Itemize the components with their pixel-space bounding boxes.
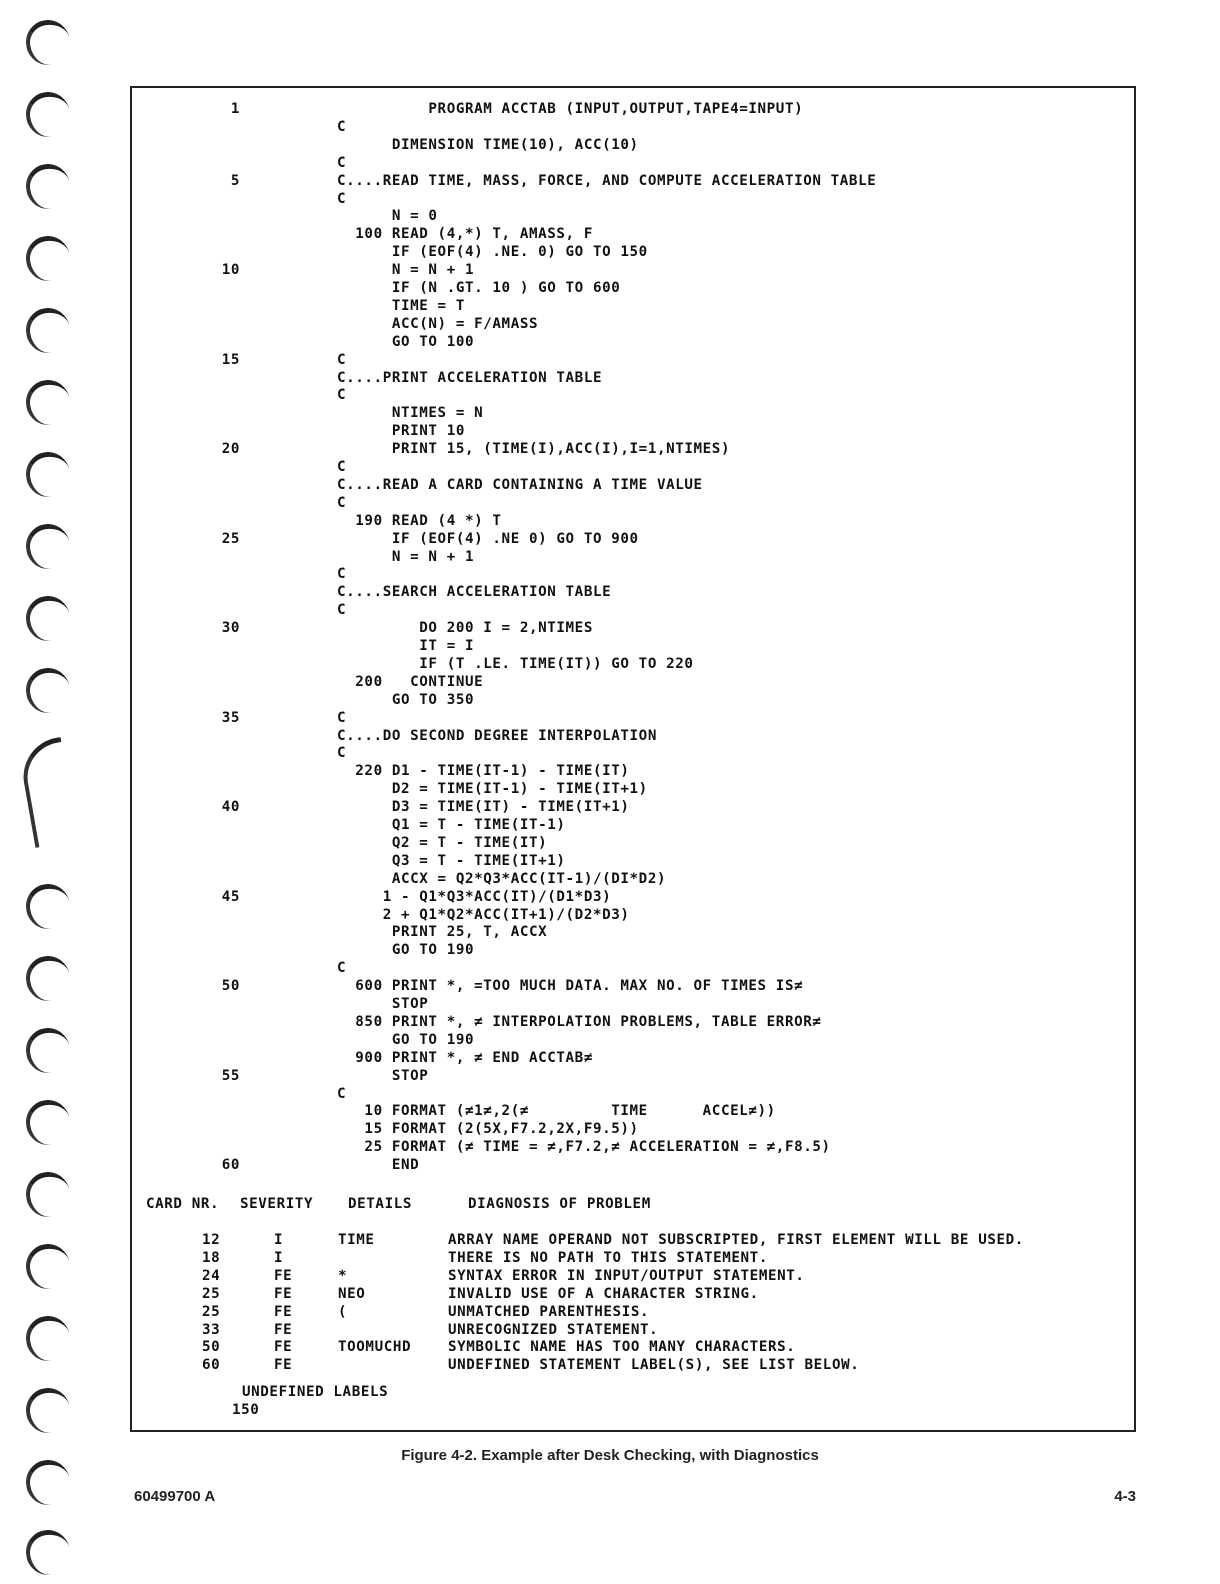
listing-line — [132, 852, 1134, 870]
listing-line — [132, 977, 1134, 995]
diag-severity: FE — [274, 1339, 293, 1356]
listing-line — [132, 709, 1134, 727]
code-text: 10 FORMAT (≠1≠,2(≠ TIME ACCEL≠)) — [337, 1103, 776, 1120]
code-text: D2 = TIME(IT-1) - TIME(IT+1) — [337, 781, 648, 798]
diag-details: TOOMUCHD — [338, 1339, 412, 1356]
listing-line — [132, 386, 1134, 404]
listing-line — [132, 923, 1134, 941]
binder-hole-icon — [22, 1385, 73, 1437]
code-text: N = N + 1 — [337, 262, 475, 279]
listing-line — [132, 225, 1134, 243]
diag-description: UNMATCHED PARENTHESIS. — [448, 1303, 650, 1320]
listing-line — [132, 261, 1134, 279]
diag-severity: FE — [274, 1285, 293, 1302]
diag-card-nr: 12 — [202, 1232, 221, 1248]
code-text: C — [337, 960, 347, 977]
code-text: 100 READ (4,*) T, AMASS, F — [337, 226, 593, 243]
listing-line — [132, 1120, 1134, 1138]
diag-card-nr: 33 — [202, 1321, 221, 1338]
diag-severity: FE — [274, 1303, 293, 1320]
code-text: IF (N .GT. 10 ) GO TO 600 — [337, 280, 621, 296]
diag-description: ARRAY NAME OPERAND NOT SUBSCRIPTED, FIRST ELEMENT WILL BE USED. — [448, 1232, 1024, 1248]
binder-hole-icon — [22, 377, 73, 429]
binder-hole-icon — [22, 161, 73, 213]
line-number: 15 — [221, 351, 240, 368]
listing-line — [132, 565, 1134, 583]
listing-line — [132, 351, 1134, 369]
code-text: IF (EOF(4) .NE 0) GO TO 900 — [337, 530, 639, 547]
listing-line — [132, 1013, 1134, 1031]
code-text: 190 READ (4 *) T — [337, 512, 502, 529]
diag-details: TIME — [338, 1232, 375, 1248]
listing-line — [132, 744, 1134, 762]
listing-line — [132, 440, 1134, 458]
code-text: STOP — [337, 1067, 429, 1084]
binder-hole-icon — [17, 737, 79, 848]
code-text: ACCX = Q2*Q3*ACC(IT-1)/(DI*D2) — [337, 870, 667, 887]
line-number: 25 — [221, 530, 240, 547]
listing-line — [132, 1085, 1134, 1103]
listing-line — [132, 1031, 1134, 1049]
code-text: NTIMES = N — [337, 405, 484, 422]
diag-details: * — [338, 1267, 348, 1284]
code-text: C....PRINT ACCELERATION TABLE — [337, 369, 603, 386]
listing-line — [132, 530, 1134, 548]
line-number: 40 — [221, 799, 240, 816]
listing-line — [132, 548, 1134, 566]
listing-line — [132, 404, 1134, 422]
binder-hole-icon — [22, 1527, 73, 1579]
line-number: 1 — [230, 101, 240, 117]
binder-hole-icon — [22, 17, 73, 69]
binder-hole-icon — [22, 233, 73, 285]
program-listing — [132, 88, 1134, 1430]
line-number: 10 — [221, 262, 240, 279]
diag-card-nr: 25 — [202, 1285, 221, 1302]
diag-card-nr: 60 — [202, 1357, 221, 1374]
code-text: C....DO SECOND DEGREE INTERPOLATION — [337, 727, 657, 744]
binder-hole-icon — [22, 1097, 73, 1149]
line-number: 5 — [230, 172, 240, 189]
diag-card-nr: 25 — [202, 1303, 221, 1320]
listing-line — [132, 118, 1134, 136]
code-text: GO TO 190 — [337, 1031, 475, 1048]
code-text: C....SEARCH ACCELERATION TABLE — [337, 584, 612, 601]
code-text: TIME = T — [337, 297, 465, 314]
undefined-labels-value: 150 — [232, 1402, 260, 1418]
code-text: IF (EOF(4) .NE. 0) GO TO 150 — [337, 244, 648, 261]
code-text: 15 FORMAT (2(5X,F7.2,2X,F9.5)) — [337, 1121, 639, 1138]
listing-line — [132, 1049, 1134, 1067]
listing-line — [132, 297, 1134, 315]
binder-hole-icon — [22, 1313, 73, 1365]
binder-hole-icon — [22, 521, 73, 573]
line-number: 55 — [221, 1067, 240, 1084]
code-text: 850 PRINT *, ≠ INTERPOLATION PROBLEMS, TABLE ERROR≠ — [337, 1013, 822, 1030]
code-text: 600 PRINT *, =TOO MUCH DATA. MAX NO. OF TIMES IS≠ — [337, 978, 804, 995]
code-text: Q3 = T - TIME(IT+1) — [337, 852, 566, 869]
code-text: PRINT 10 — [337, 423, 465, 440]
diag-details: NEO — [338, 1285, 366, 1302]
binder-hole-icon — [22, 953, 73, 1005]
listing-line — [132, 458, 1134, 476]
listing-line — [132, 1156, 1134, 1174]
header-details: DETAILS — [348, 1196, 412, 1212]
page-number: 4-3 — [1114, 1488, 1136, 1505]
code-text: STOP — [337, 996, 429, 1012]
code-text: PROGRAM ACCTAB (INPUT,OUTPUT,TAPE4=INPUT) — [337, 101, 804, 117]
code-text: C — [337, 709, 347, 726]
listing-line — [132, 780, 1134, 798]
listing-line — [132, 601, 1134, 619]
code-text: PRINT 15, (TIME(I),ACC(I),I=1,NTIMES) — [337, 441, 731, 458]
diag-description: UNDEFINED STATEMENT LABEL(S), SEE LIST BELOW. — [448, 1357, 860, 1374]
code-text: C — [337, 459, 347, 475]
code-text: 200 CONTINUE — [337, 673, 484, 690]
code-text: C — [337, 387, 347, 404]
binder-hole-icon — [22, 89, 73, 141]
code-text: 220 D1 - TIME(IT-1) - TIME(IT) — [337, 763, 630, 780]
line-number: 60 — [221, 1157, 240, 1174]
listing-line — [132, 1138, 1134, 1156]
binder-hole-icon — [22, 665, 73, 717]
code-text: N = 0 — [337, 208, 438, 225]
listing-line — [132, 619, 1134, 637]
listing-line — [132, 1067, 1134, 1085]
diag-severity: FE — [274, 1321, 293, 1338]
undefined-labels-title: UNDEFINED LABELS — [242, 1384, 389, 1400]
diag-description: SYMBOLIC NAME HAS TOO MANY CHARACTERS. — [448, 1339, 796, 1356]
code-text: 1 - Q1*Q3*ACC(IT)/(D1*D3) — [337, 888, 612, 905]
line-number: 20 — [221, 441, 240, 458]
listing-line — [132, 154, 1134, 172]
binder-hole-icon — [22, 881, 73, 933]
listing-line — [132, 727, 1134, 745]
code-text: C — [337, 351, 347, 368]
listing-line — [132, 422, 1134, 440]
code-text: GO TO 350 — [337, 691, 475, 708]
diag-details: ( — [338, 1303, 348, 1320]
listing-line — [132, 315, 1134, 333]
listing-line — [132, 512, 1134, 530]
listing-frame — [130, 86, 1136, 1432]
binder-hole-icon — [22, 449, 73, 501]
listing-line — [132, 959, 1134, 977]
listing-line — [132, 834, 1134, 852]
line-number: 35 — [221, 709, 240, 726]
code-text: C — [337, 494, 347, 511]
diag-severity: I — [274, 1232, 284, 1248]
diag-card-nr: 24 — [202, 1267, 221, 1284]
listing-line — [132, 333, 1134, 351]
code-text: C....READ A CARD CONTAINING A TIME VALUE — [337, 476, 703, 493]
code-text: END — [337, 1157, 420, 1174]
code-text: GO TO 190 — [337, 942, 475, 959]
code-text: C — [337, 154, 347, 171]
binder-hole-icon — [22, 1457, 73, 1509]
listing-line — [132, 655, 1134, 673]
listing-line — [132, 494, 1134, 512]
listing-line — [132, 279, 1134, 297]
listing-line — [132, 906, 1134, 924]
code-text: C — [337, 1085, 347, 1102]
code-text: GO TO 100 — [337, 333, 475, 350]
code-text: C — [337, 190, 347, 207]
diag-card-nr: 18 — [202, 1249, 221, 1266]
diag-description: THERE IS NO PATH TO THIS STATEMENT. — [448, 1249, 768, 1266]
diag-description: SYNTAX ERROR IN INPUT/OUTPUT STATEMENT. — [448, 1267, 805, 1284]
listing-line — [132, 816, 1134, 834]
header-diagnosis: DIAGNOSIS OF PROBLEM — [468, 1196, 651, 1212]
code-text: Q1 = T - TIME(IT-1) — [337, 817, 566, 833]
binder-hole-icon — [22, 1025, 73, 1077]
diag-severity: FE — [274, 1357, 293, 1374]
binder-hole-icon — [22, 593, 73, 645]
code-text: C — [337, 745, 347, 762]
listing-line — [132, 1102, 1134, 1120]
code-text: IT = I — [337, 638, 475, 654]
code-text: C — [337, 118, 347, 135]
code-text: N = N + 1 — [337, 548, 475, 565]
listing-line — [132, 369, 1134, 387]
listing-line — [132, 637, 1134, 655]
header-severity: SEVERITY — [240, 1196, 314, 1212]
code-text: C — [337, 602, 347, 619]
header-card-nr: CARD NR. — [146, 1196, 220, 1212]
diag-description: INVALID USE OF A CHARACTER STRING. — [448, 1285, 759, 1302]
doc-number: 60499700 A — [134, 1488, 216, 1505]
diag-description: UNRECOGNIZED STATEMENT. — [448, 1321, 659, 1338]
code-text: 25 FORMAT (≠ TIME = ≠,F7.2,≠ ACCELERATION = ≠,F8.5) — [337, 1139, 831, 1156]
listing-line — [132, 476, 1134, 494]
listing-line — [132, 172, 1134, 190]
listing-line — [132, 888, 1134, 906]
listing-line — [132, 941, 1134, 959]
binder-hole-icon — [22, 1169, 73, 1221]
binder-holes — [0, 0, 100, 1584]
line-number: 30 — [221, 620, 240, 637]
listing-line — [132, 100, 1134, 118]
code-text: ACC(N) = F/AMASS — [337, 315, 539, 332]
listing-line — [132, 207, 1134, 225]
listing-line — [132, 583, 1134, 601]
code-text: D3 = TIME(IT) - TIME(IT+1) — [337, 799, 630, 816]
code-text: 2 + Q1*Q2*ACC(IT+1)/(D2*D3) — [337, 906, 630, 923]
line-number: 50 — [221, 978, 240, 995]
listing-line — [132, 995, 1134, 1013]
figure-caption: Figure 4-2. Example after Desk Checking, with Diagnostics — [401, 1447, 819, 1464]
code-text: IF (T .LE. TIME(IT)) GO TO 220 — [337, 655, 694, 672]
code-text: DIMENSION TIME(10), ACC(10) — [337, 136, 639, 153]
diag-severity: I — [274, 1249, 284, 1266]
binder-hole-icon — [22, 305, 73, 357]
line-number: 45 — [221, 888, 240, 905]
listing-line — [132, 136, 1134, 154]
listing-line — [132, 798, 1134, 816]
code-text: C....READ TIME, MASS, FORCE, AND COMPUTE ACCELERATION TABLE — [337, 172, 877, 189]
listing-line — [132, 243, 1134, 261]
diag-severity: FE — [274, 1267, 293, 1284]
code-text: PRINT 25, T, ACCX — [337, 924, 548, 941]
code-text: C — [337, 566, 347, 583]
code-text: DO 200 I = 2,NTIMES — [337, 620, 593, 637]
code-text: Q2 = T - TIME(IT) — [337, 834, 548, 851]
listing-line — [132, 691, 1134, 709]
listing-line — [132, 673, 1134, 691]
listing-line — [132, 762, 1134, 780]
diag-card-nr: 50 — [202, 1339, 221, 1356]
listing-line — [132, 870, 1134, 888]
code-text: 900 PRINT *, ≠ END ACCTAB≠ — [337, 1049, 593, 1066]
binder-hole-icon — [22, 1241, 73, 1293]
listing-line — [132, 190, 1134, 208]
